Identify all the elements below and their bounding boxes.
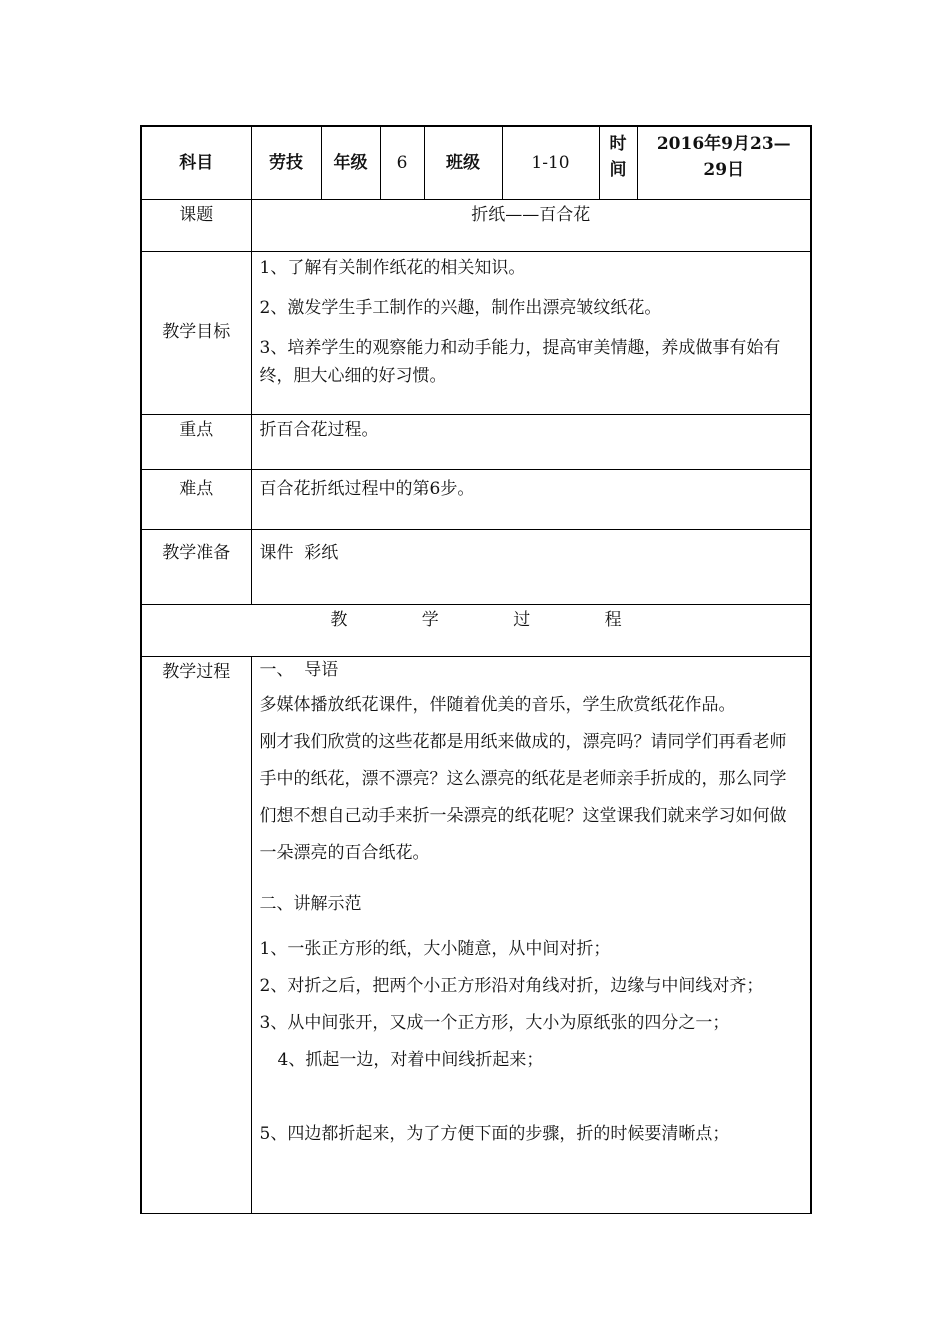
header-row [141,126,811,199]
step-5: 5、四边都折起来，为了方便下面的步骤，折的时候要清晰点； [259,1123,730,1144]
preparation-row [141,529,811,604]
key-point-label: 重点 [141,414,251,469]
section-2-title: 二、讲解示范 [259,893,362,914]
grade-value: 6 [380,126,424,199]
goals-content [251,251,811,414]
difficulty-row [141,469,811,529]
lesson-plan-table [140,125,812,1214]
process-title-char: 过 [513,609,531,630]
goal-item: 2、激发学生手工制作的兴趣，制作出漂亮皱纹纸花。 [259,297,662,318]
time-label-line-2: 间 [609,160,627,180]
time-label-line-1: 时 [609,134,627,154]
class-label: 班级 [424,126,502,199]
step-2: 2、对折之后，把两个小正方形沿对角线对折，边缘与中间线对齐； [259,975,764,996]
class-value: 1-10 [502,126,599,199]
goal-item: 3、培养学生的观察能力和动手能力，提高审美情趣，养成做事有始有终，胆大心细的好习惯。 [259,337,781,386]
key-point-value: 折百合花过程。 [251,414,811,469]
process-row [141,656,811,1213]
goals-row [141,251,811,414]
date-value [637,126,811,199]
step-1: 1、一张正方形的纸，大小随意，从中间对折； [259,938,611,959]
difficulty-value: 百合花折纸过程中的第6步。 [251,469,811,529]
topic-value: 折纸——百合花 [251,199,811,251]
subject-label: 科目 [141,126,251,199]
process-title [141,604,811,656]
date-line-1: 2016年9月23— [656,134,791,154]
process-title-char: 程 [604,609,622,630]
subject-value: 劳技 [251,126,321,199]
preparation-value: 课件 彩纸 [251,529,811,604]
difficulty-label: 难点 [141,469,251,529]
topic-label: 课题 [141,199,251,251]
step-4: 4、抓起一边，对着中间线折起来； [277,1049,544,1070]
process-label: 教学过程 [141,656,251,1213]
process-title-row [141,604,811,656]
key-point-row [141,414,811,469]
topic-row [141,199,811,251]
process-title-char: 教 [330,609,348,630]
goal-item: 1、了解有关制作纸花的相关知识。 [259,257,526,278]
intro-paragraph-1: 多媒体播放纸花课件，伴随着优美的音乐，学生欣赏纸花作品。 [259,694,736,715]
process-content [251,656,811,1213]
intro-paragraph-2: 刚才我们欣赏的这些花都是用纸来做成的，漂亮吗？请同学们再看老师手中的纸花，漂不漂亮？这么漂亮的纸花是老师亲手折成的，那么同学们想不想自己动手来折一朵漂亮的纸花呢？这堂课我们就来学习如何做一朵漂亮的百合纸花。 [259,731,787,863]
date-line-2: 29日 [703,160,745,180]
section-1-title: 一、 导语 [259,659,339,680]
preparation-label: 教学准备 [141,529,251,604]
grade-label: 年级 [321,126,380,199]
step-3: 3、从中间张开，又成一个正方形，大小为原纸张的四分之一； [259,1012,730,1033]
process-title-char: 学 [421,609,439,630]
goals-label: 教学目标 [141,251,251,414]
time-label [599,126,637,199]
